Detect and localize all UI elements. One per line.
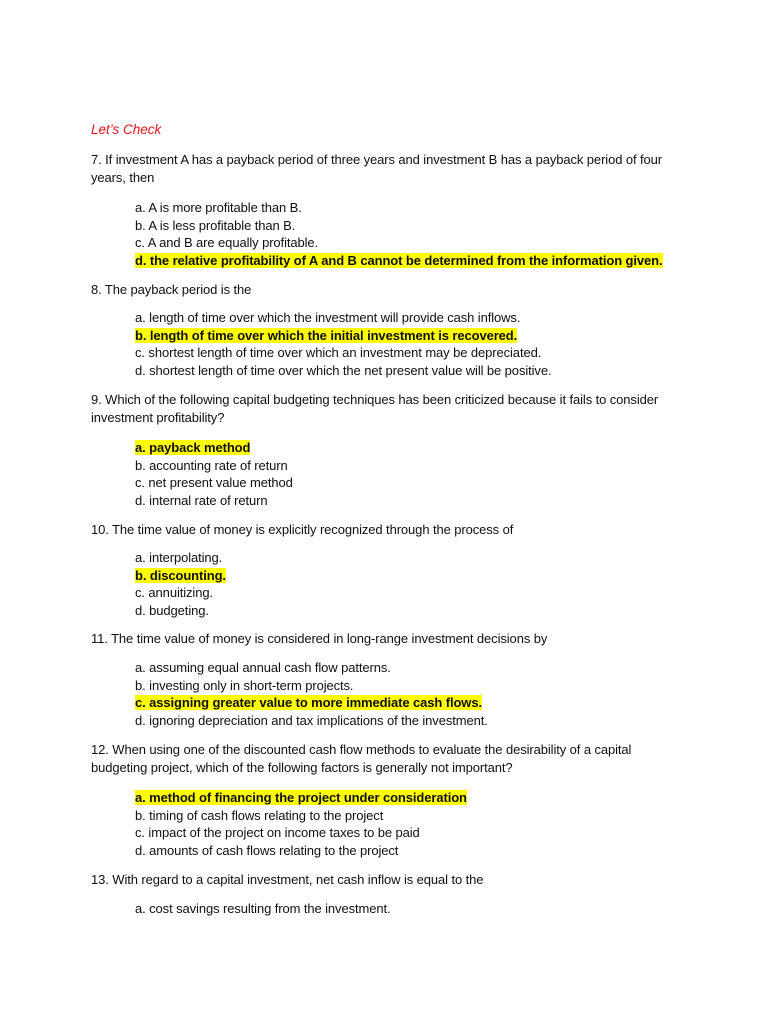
option-8d: d. shortest length of time over which the net present value will be positive. [135,362,552,378]
option-10a: a. interpolating. [135,550,223,565]
options-9 [135,439,695,509]
option-8c: c. shortest length of time over which an investment may be depreciated. [135,345,542,360]
option-12c: c. impact of the project on income taxes to be paid [135,825,420,840]
option-9a-answer: a. payback method [135,440,251,455]
option-10b-answer: b. discounting. [135,567,226,583]
option-9c: c. net present value method [135,475,293,490]
question-7: 7. If investment A has a payback period of three years and investment B has a payback period of four years, then [91,152,663,185]
question-9: 9. Which of the following capital budgeting techniques has been criticized because it fails to consider investment profitability? [91,392,659,425]
option-11a: a. assuming equal annual cash flow patterns. [135,660,391,675]
options-8 [135,309,695,379]
option-11c-answer: c. assigning greater value to more immediate cash flows. [135,695,482,710]
option-8b-answer: b. length of time over which the initial investment is recovered. [135,327,518,343]
question-10: 10. The time value of money is explicitly recognized through the process of [91,522,514,537]
options-11 [135,659,695,729]
options-12 [135,789,695,859]
option-7b: b. A is less profitable than B. [135,217,296,233]
option-12b: b. timing of cash flows relating to the project [135,807,384,823]
option-7c: c. A and B are equally profitable. [135,235,319,250]
option-11b: b. investing only in short-term projects. [135,677,354,693]
question-8: 8. The payback period is the [91,282,252,297]
option-12a-answer: a. method of financing the project under consideration [135,790,467,805]
options-10 [135,549,695,619]
option-7a: a. A is more profitable than B. [135,200,302,215]
section-heading: Let’s Check [91,122,162,137]
question-11: 11. The time value of money is considered in long-range investment decisions by [91,631,548,646]
options-13 [135,900,695,918]
option-8a: a. length of time over which the investment will provide cash inflows. [135,310,521,325]
option-10c: c. annuitizing. [135,585,213,600]
option-7d-answer: d. the relative profitability of A and B cannot be determined from the information given. [135,252,663,268]
option-12d: d. amounts of cash flows relating to the project [135,842,399,858]
question-12: 12. When using one of the discounted cash flow methods to evaluate the desirability of a capital budgeting project, which of the following factors is generally not important? [91,742,632,775]
option-13a: a. cost savings resulting from the investment. [135,901,391,916]
option-10d: d. budgeting. [135,602,209,618]
options-7 [135,199,695,269]
question-13: 13. With regard to a capital investment, net cash inflow is equal to the [91,872,484,887]
option-9b: b. accounting rate of return [135,457,288,473]
option-9d: d. internal rate of return [135,492,268,508]
option-11d: d. ignoring depreciation and tax implications of the investment. [135,712,488,728]
